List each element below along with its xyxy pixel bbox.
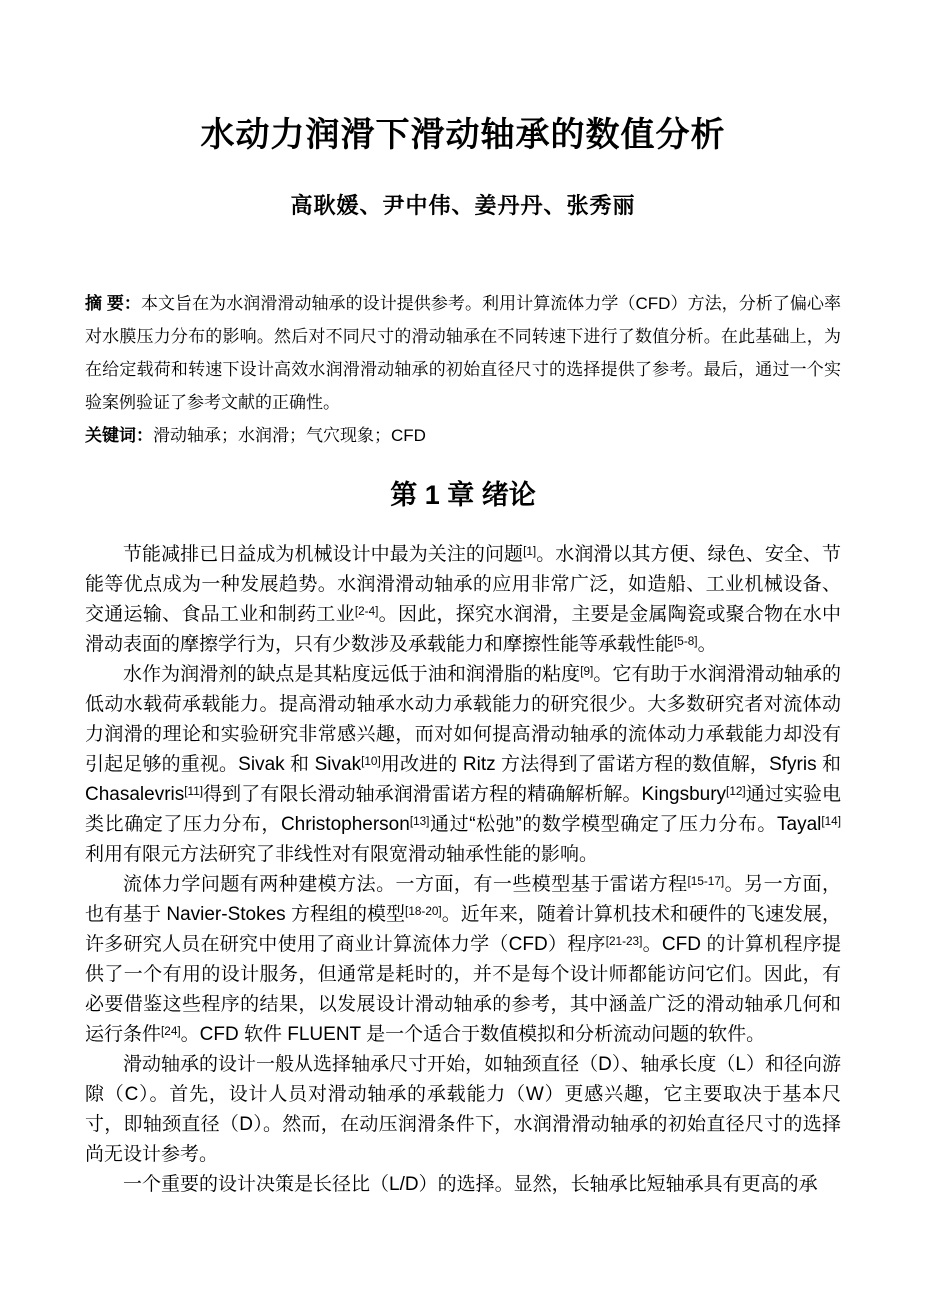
citation-ref: [14] — [821, 814, 841, 828]
citation-ref: [12] — [726, 784, 746, 798]
citation-ref: [11] — [184, 784, 204, 798]
abstract-label: 摘 要： — [85, 294, 141, 313]
keywords-text: 滑动轴承；水润滑；气穴现象；CFD — [153, 426, 426, 445]
keywords-label: 关键词： — [85, 426, 153, 445]
citation-ref: [18-20] — [405, 904, 442, 918]
citation-ref: [15-17] — [687, 874, 725, 888]
body-paragraph-1: 节能减排已日益成为机械设计中最为关注的问题[1]。水润滑以其方便、绿色、安全、节能等优点成为一种发展趋势。水润滑滑动轴承的应用非常广泛，如造船、工业机械设备、交通运输、食品工业和制药工业[2-4]。因此，探究水润滑，主要是金属陶瓷或聚合物在水中滑动表面的摩擦学行为，只有少数涉及承载能力和摩擦性能等承载性能[5-8]。 — [85, 544, 841, 655]
citation-ref: [13] — [409, 814, 430, 828]
abstract-paragraph — [85, 287, 841, 419]
citation-ref: [10] — [361, 754, 381, 768]
citation-ref: [24] — [161, 1024, 181, 1038]
citation-ref: [21-23] — [605, 934, 643, 948]
abstract-text: 本文旨在为水润滑滑动轴承的设计提供参考。利用计算流体力学（CFD）方法，分析了偏心率对水膜压力分布的影响。然后对不同尺寸的滑动轴承在不同转速下进行了数值分析。在此基础上，为在给定载荷和转速下设计高效水润滑滑动轴承的初始直径尺寸的选择提供了参考。最后，通过一个实验案例验证了参考文献的正确性。 — [85, 294, 842, 412]
chapter-body — [85, 540, 841, 1200]
body-paragraph-2: 水作为润滑剂的缺点是其粘度远低于油和润滑脂的粘度[9]。它有助于水润滑滑动轴承的低动水载荷承载能力。提高滑动轴承水动力承载能力的研究很少。大多数研究者对流体动力润滑的理论和实验研究非常感兴趣，而对如何提高滑动轴承的流体动力承载能力却没有引起足够的重视。Sivak 和 Sivak[10]用改进的 Ritz 方法得到了雷诺方程的数值解，Sfyris 和 Chasalevris[11]得到了有限长滑动轴承润滑雷诺方程的精确解析解。Kingsbury[12]通过实验电类比确定了压力分布，Christopherson[13]通过“松弛”的数学模型确定了压力分布。Tayal[14]利用有限元方法研究了非线性对有限宽滑动轴承性能的影响。 — [85, 664, 841, 865]
body-paragraph-5: 一个重要的设计决策是长径比（L/D）的选择。显然，长轴承比短轴承具有更高的承 — [123, 1174, 818, 1195]
body-paragraph-4: 滑动轴承的设计一般从选择轴承尺寸开始，如轴颈直径（D）、轴承长度（L）和径向游隙（C）。首先，设计人员对滑动轴承的承载能力（W）更感兴趣，它主要取决于基本尺寸，即轴颈直径（D）。然而，在动压润滑条件下，水润滑滑动轴承的初始直径尺寸的选择尚无设计参考。 — [85, 1054, 841, 1165]
chapter-heading: 第 1 章 绪论 — [390, 480, 536, 510]
body-paragraph-3: 流体力学问题有两种建模方法。一方面，有一些模型基于雷诺方程[15-17]。另一方面，也有基于 Navier-Stokes 方程组的模型[18-20]。近年来，随着计算机技术和硬件的飞速发展，许多研究人员在研究中使用了商业计算流体力学（CFD）程序[21-23]。CFD 的计算机程序提供了一个有用的设计服务，但通常是耗时的，并不是每个设计师都能访问它们。因此，有必要借鉴这些程序的结果，以发展设计滑动轴承的参考，其中涵盖广泛的滑动轴承几何和运行条件[24]。CFD 软件 FLUENT 是一个适合于数值模拟和分析流动问题的软件。 — [85, 874, 841, 1045]
keywords-line — [85, 419, 841, 452]
citation-ref: [5-8] — [674, 634, 698, 648]
abstract-block — [85, 287, 841, 452]
paper-authors: 高耿媛、尹中伟、姜丹丹、张秀丽 — [290, 193, 636, 218]
citation-ref: [1] — [523, 544, 537, 558]
citation-ref: [2-4] — [354, 604, 379, 618]
paper-title: 水动力润滑下滑动轴承的数值分析 — [200, 116, 726, 154]
citation-ref: [9] — [580, 664, 594, 678]
